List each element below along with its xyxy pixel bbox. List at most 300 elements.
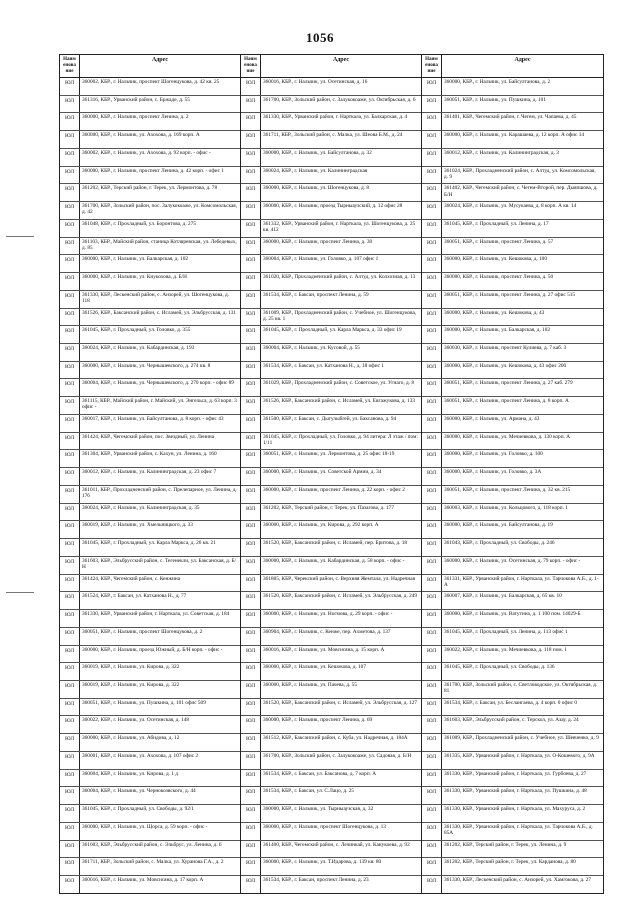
address-cell: 361009, КБР., Прохладненский район, с. Учебное, ул. Шевченко, д. 9 (444, 735, 599, 742)
address-cell: 360000, КБР., г. Нальчик, ул. Кирова, д. 292 корп. А (263, 522, 379, 529)
table-row (241, 681, 421, 699)
table-row (422, 78, 603, 96)
table-row (60, 184, 240, 202)
address-cell: 360051, КБР., г. Нальчик, проспект Ленина, д. 32 кв. 215 (444, 486, 571, 493)
address-cell: 360004, КБР., г. Нальчик, ул. Кирова, д. 1 д (82, 770, 179, 777)
address-cell: 360030, КБР., г. Нальчик, проспект Кулиева, д. 7 каб. 3 (444, 345, 567, 352)
entity-type-cell: ЮЛ (60, 716, 80, 733)
table-row (422, 309, 603, 327)
table-row (422, 433, 603, 451)
table-row (241, 202, 421, 220)
table-row (60, 291, 240, 309)
table-row (60, 858, 240, 876)
entity-type-cell: ЮЛ (241, 557, 261, 574)
address-cell: 360000, КБР., г. Нальчик, проспект Ленина, д. 50 (444, 274, 554, 281)
header-address: Адрес (151, 57, 169, 63)
table-row (60, 734, 240, 752)
entity-type-cell: ЮЛ (60, 131, 80, 148)
address-cell: 360051, КБР., г. Нальчик, ул. Лермонтова, д. 25 офис 18-19 (263, 451, 395, 458)
table-row (422, 752, 603, 770)
table-row (60, 344, 240, 362)
address-cell: 361805, КБР., Черекский район, с. Верхняя Жемтала, ул. Надречная (263, 575, 416, 582)
table-row (241, 433, 421, 451)
entity-type-cell: ЮЛ (422, 379, 442, 396)
table-row (60, 273, 240, 291)
address-cell: 361024, КБР., Прохладненский район, с. Алтуд, ул. Комсомольская, д. 9 (444, 167, 596, 180)
address-cell: 360000, КБР., г. Нальчик, ул. Т.Идарова, д. 139 кв. 80 (263, 859, 382, 866)
address-cell: 360004, КБР., г. Нальчик, ул. Чернышевского, д. 270 корп. - офис 89 (82, 380, 234, 387)
table-row (60, 752, 240, 770)
entity-type-cell: ЮЛ (422, 716, 442, 733)
table-row (422, 681, 603, 699)
table-row (422, 220, 603, 238)
entity-type-cell: ЮЛ (241, 131, 261, 148)
table-row (241, 220, 421, 238)
entity-type-cell: ЮЛ (60, 397, 80, 414)
entity-type-cell: ЮЛ (241, 96, 261, 113)
entity-type-cell: ЮЛ (60, 167, 80, 184)
table-row (422, 557, 603, 575)
entity-type-cell: ЮЛ (60, 521, 80, 538)
table-row (422, 397, 603, 415)
table-row (241, 468, 421, 486)
entity-type-cell: ЮЛ (422, 504, 442, 521)
table-row (60, 823, 240, 841)
address-cell: 361332, КБР., Урванский район, г. Нарткала, ул. Шогенцукова, д. 25 кв. 412 (263, 220, 416, 234)
address-cell: 360024, КБР., г. Нальчик, ул. Мусукаева, д. 8 корп. А кв. 14 (444, 203, 577, 210)
table-row (60, 468, 240, 486)
column-header (422, 55, 603, 78)
address-cell: 361711, КБР., Зольский район, с. Малка, ул. Хуранова Г.А., д. 2 (82, 859, 224, 866)
entity-type-cell: ЮЛ (241, 770, 261, 787)
entity-type-cell: ЮЛ (422, 309, 442, 326)
table-row (60, 113, 240, 131)
address-cell: 360000, КБР., г. Нальчик, ул. Карашаева, д. 12 корп. А офис 14 (444, 132, 585, 139)
table-row (60, 716, 240, 734)
table-row (241, 131, 421, 149)
table-row (241, 415, 421, 433)
entity-type-cell: ЮЛ (60, 504, 80, 521)
table-row (60, 131, 240, 149)
table-row (422, 379, 603, 397)
entity-type-cell: ЮЛ (60, 96, 80, 113)
table-row (422, 770, 603, 788)
address-cell: 360000, КБР., г. Нальчик, ул. Ахохова, д. 169 корп. А (82, 132, 200, 139)
address-cell: 361045, КБР., г. Прохладный, ул. Головко, д. 355 (82, 327, 191, 334)
table-row (422, 858, 603, 876)
header-type: Наим енова ние (241, 55, 261, 77)
table-row (60, 202, 240, 220)
address-cell: 361534, КБР., г. Баксан, ул. С.Лацо, д. 25 (263, 788, 354, 795)
entity-type-cell: ЮЛ (241, 663, 261, 680)
address-cell: 360051, КБР., г. Нальчик, ул. Пушкина, д. 101 (444, 96, 546, 103)
address-cell: 361330, КБР., Урванский район, г. Нарткала, ул. Махуруса, д. 2 (444, 806, 586, 813)
entity-type-cell: ЮЛ (241, 78, 261, 95)
entity-type-cell: ЮЛ (60, 149, 80, 166)
entity-type-cell: ЮЛ (422, 131, 442, 148)
table-row (422, 521, 603, 539)
table-row (422, 96, 603, 114)
entity-type-cell: ЮЛ (241, 539, 261, 556)
table-row (241, 238, 421, 256)
entity-type-cell: ЮЛ (422, 450, 442, 467)
table-row (241, 752, 421, 770)
table-row (241, 716, 421, 734)
entity-type-cell: ЮЛ (422, 823, 442, 840)
address-cell: 361045, КБР., г. Прохладный, ул. Ленина, д. 17 (444, 220, 549, 227)
table-row (422, 326, 603, 344)
table-row (241, 699, 421, 717)
scan-mark (6, 592, 34, 593)
table-row (241, 823, 421, 841)
address-cell: 360000, КБР., г. Нальчик, ул. Ватутина, д. 1 100 пом. 14029-Б (444, 611, 581, 618)
entity-type-cell: ЮЛ (422, 521, 442, 538)
table-row (60, 450, 240, 468)
address-cell: 360016, КБР., г. Нальчик, ул. Мовсисяна, д. 17 корп. А (82, 877, 204, 884)
address-cell: 361526, КБР., Баксанский район, с. Исламей, ул. Эльбрусская, д. 131 (82, 309, 237, 316)
entity-type-cell: ЮЛ (241, 805, 261, 822)
address-cell: 360000, КБР., г. Нальчик, проспект Ленина, д. 42 корп. - офис 1 (82, 167, 224, 174)
address-cell: 360000, КБР., г. Нальчик, ул. Кнукохова, д. Б/Н (82, 274, 187, 281)
address-cell: 361512, КБР., Баксанский район, с. Куба, ул. Надречная, д. 184А (263, 735, 408, 742)
entity-type-cell: ЮЛ (241, 220, 261, 237)
entity-type-cell: ЮЛ (422, 255, 442, 272)
entity-type-cell: ЮЛ (422, 184, 442, 201)
address-cell: 361526, КБР., Баксанский район, с. Исламей, ул. Евгажукова, д. 133 (263, 398, 415, 405)
address-cell: 361045, КБР., г. Прохладный, ул. Головко, д. 94 литера: Л этаж / пом: 1/11 (263, 433, 418, 446)
address-cell: 360019, КБР., г. Нальчик, ул. Кирова, д. 322 (82, 681, 180, 688)
address-cell: 360000, КБР., г. Нальчик, ул. Головко, д. 100 (444, 451, 543, 458)
entity-type-cell: ЮЛ (60, 663, 80, 680)
address-cell: 360000, КБР., г. Нальчик, ул. Щорса, д. 59 корп. - офис - (82, 823, 208, 830)
address-cell: 361700, КБР., Зольский район, с. Залукокоаже, ул. Октябрьская, д. 6 (263, 96, 416, 103)
table-row (60, 663, 240, 681)
address-cell: 361603, КБР., Эльбрусский район, с. Терскол, ул. Азау, д. 24 (444, 717, 579, 724)
entity-type-cell: ЮЛ (60, 255, 80, 272)
address-cell: 360000, КБР., г. Нальчик, проспект Ленина, д. 30 (263, 238, 373, 245)
entity-type-cell: ЮЛ (241, 255, 261, 272)
entity-type-cell: ЮЛ (422, 78, 442, 95)
address-cell: 361330, КБР., Урванский район, г. Нарткала, ул. Тарчокова А.Б., д. 85А (444, 823, 593, 837)
table-row (60, 78, 240, 96)
address-cell: 360024, КБР., г. Нальчик, ул. Кабардинская, д. 193 (82, 345, 195, 352)
table-row (422, 202, 603, 220)
entity-type-cell: ЮЛ (422, 734, 442, 751)
table-row (241, 96, 421, 114)
entity-type-cell: ЮЛ (422, 663, 442, 680)
table-row (422, 716, 603, 734)
table-row (241, 184, 421, 202)
table-row (60, 486, 240, 504)
entity-type-cell: ЮЛ (422, 167, 442, 184)
table-row (241, 841, 421, 859)
address-cell: 360000, КБР., г. Нальчик, проспект Шогенцукова, д. 13 (263, 823, 386, 830)
address-cell: 360012, КБР., г. Нальчик, ул. Калининградская, д. 23 офис 7 (82, 469, 217, 476)
entity-type-cell: ЮЛ (241, 752, 261, 769)
entity-type-cell: ЮЛ (422, 344, 442, 361)
entity-type-cell: ЮЛ (422, 486, 442, 503)
entity-type-cell: ЮЛ (422, 326, 442, 343)
table-row (422, 273, 603, 291)
table-row (422, 450, 603, 468)
table-row (60, 610, 240, 628)
table-row (60, 362, 240, 380)
address-cell: 361115, КБР., Майский район, г. Майский, ул. Энгельса, д. 63 корп. 3 офис - (82, 398, 237, 411)
address-cell: 360000, КБР., г. Нальчик, ул. Байсултанова, д. 19 (444, 522, 553, 529)
entity-type-cell: ЮЛ (422, 220, 442, 237)
address-cell: 360051, КБР., г. Нальчик, проспект Шогенцукова, д. 2 (82, 628, 203, 635)
address-cell: 361402, КБР., Чегемский район, с. Чегем-Второй, пер. Дыяпшова, д. Б/Н (444, 185, 598, 198)
entity-type-cell: ЮЛ (241, 858, 261, 875)
table-row (422, 610, 603, 628)
table-row (60, 805, 240, 823)
address-table (59, 54, 604, 894)
table-row (241, 450, 421, 468)
address-cell: 361020, КБР., Прохладненский район, с. Алтуд, ул. Колхозная, д. 13 (263, 274, 416, 281)
entity-type-cell: ЮЛ (241, 202, 261, 219)
entity-type-cell: ЮЛ (241, 787, 261, 804)
address-cell: 361330, КБР., Урванский район, г. Нарткала, ул. Советская, д. 184 (82, 611, 230, 618)
table-row (422, 184, 603, 202)
address-cell: 360000, КБР., г. Нальчик, ул. Кешокова, д. 100 (444, 256, 547, 263)
address-cell: 361335, КБР., Урванский район, г. Нарткала, ул. О-Кошевого, д. 9А (444, 752, 595, 759)
table-row (60, 149, 240, 167)
table-row (241, 273, 421, 291)
address-cell: 360000, КБР., г. Нальчик, ул. Головко, д. 3А (444, 469, 542, 476)
entity-type-cell: ЮЛ (60, 699, 80, 716)
entity-type-cell: ЮЛ (60, 823, 80, 840)
table-row (241, 628, 421, 646)
address-cell: 361424, КБР., Чегемский район, пос. Звездный, ул. Ленина (82, 433, 215, 440)
address-cell: 360000, КБР., г. Нальчик, проспект Ленина, д. 69 (263, 717, 373, 724)
entity-type-cell: ЮЛ (60, 557, 80, 574)
entity-type-cell: ЮЛ (60, 646, 80, 663)
address-cell: 360000, КБР., г. Нальчик, ул. Пачева, д. 55 (263, 681, 357, 688)
entity-type-cell: ЮЛ (60, 628, 80, 645)
address-cell: 360024, КБР., г. Нальчик, ул. Калининградская (263, 167, 368, 174)
table-row (60, 876, 240, 893)
table-row (60, 575, 240, 593)
table-row (241, 557, 421, 575)
address-cell: 360000, КБР., г. Нальчик, ул. Чернышевского, д. 274 кв. 8 (82, 362, 211, 369)
table-row (60, 167, 240, 185)
address-cell: 361045, КБР., г. Прохладный, ул. Карла Маркса, д. 26 кв. 21 (82, 540, 216, 547)
table-row (60, 592, 240, 610)
entity-type-cell: ЮЛ (241, 504, 261, 521)
entity-type-cell: ЮЛ (241, 681, 261, 698)
entity-type-cell: ЮЛ (60, 592, 80, 609)
entity-type-cell: ЮЛ (422, 592, 442, 609)
table-row (60, 699, 240, 717)
header-type: Наим енова ние (60, 55, 80, 77)
table-row (60, 787, 240, 805)
entity-type-cell: ЮЛ (422, 539, 442, 556)
table-row (241, 291, 421, 309)
table-row (241, 539, 421, 557)
entity-type-cell: ЮЛ (241, 486, 261, 503)
address-cell: 361534, КБР., г. Баксан, ул. Баксанова, д. 7 корп. А (263, 770, 377, 777)
table-row (422, 291, 603, 309)
address-cell: 360000, КБР., г. Нальчик, ул. Армана, д. 43 (444, 415, 540, 422)
entity-type-cell: ЮЛ (241, 575, 261, 592)
entity-type-cell: ЮЛ (60, 610, 80, 627)
address-cell: 360904, КБР., г. Нальчик, с. Кенже, пер. Ахметова, д. 137 (263, 628, 391, 635)
table-rows (241, 78, 421, 893)
entity-type-cell: ЮЛ (422, 876, 442, 893)
address-cell: 360000, КБР., г. Нальчик, ул. Кабардинская, д. 58 корп. - офис - (263, 557, 405, 564)
table-row (422, 362, 603, 380)
entity-type-cell: ЮЛ (422, 291, 442, 308)
address-cell: 360017, КБР., г. Нальчик, ул. Байсултанова, д. 8 корп. - офис 43 (82, 415, 224, 422)
table-row (241, 78, 421, 96)
table-row (422, 415, 603, 433)
entity-type-cell: ЮЛ (422, 610, 442, 627)
entity-type-cell: ЮЛ (241, 468, 261, 485)
table-row (60, 326, 240, 344)
entity-type-cell: ЮЛ (422, 805, 442, 822)
address-cell: 360000, КБР., г. Нальчик, ул. Мечиевкова, д. 130 корп. А (444, 433, 571, 440)
table-row (241, 167, 421, 185)
table-row (422, 628, 603, 646)
table-rows (60, 78, 240, 893)
entity-type-cell: ЮЛ (422, 575, 442, 592)
entity-type-cell: ЮЛ (60, 113, 80, 130)
address-cell: 360004, КБР., г. Нальчик, ул. Чернокозвского, д. 44 (82, 788, 196, 795)
table-row (60, 841, 240, 859)
entity-type-cell: ЮЛ (422, 415, 442, 432)
address-cell: 361011, КБР., Прохладненский район, с. Прелепарное, ул. Ленина, д. 176 (82, 486, 237, 500)
address-cell: 360022, КБР., г. Нальчик, ул. Мечиевкова, д. 118 пом. 1 (444, 646, 567, 653)
entity-type-cell: ЮЛ (60, 450, 80, 467)
table-row (241, 379, 421, 397)
table-row (241, 309, 421, 327)
address-cell: 361534, КБР., г. Баксан, ул. Беслангаева, д. 4 корп. 0 офис 0 (444, 699, 578, 706)
address-cell: 361202, КБР., Терский район, г. Терек, ул. Ленина, д. 9 (444, 841, 567, 848)
table-row (422, 646, 603, 664)
table-row (241, 521, 421, 539)
entity-type-cell: ЮЛ (60, 326, 80, 343)
entity-type-cell: ЮЛ (241, 238, 261, 255)
address-cell: 361500, КБР., г. Баксан, с. Дыгулыбгей, ул. Баксанова, д. 94 (263, 415, 397, 422)
table-row (422, 468, 603, 486)
entity-type-cell: ЮЛ (422, 841, 442, 858)
address-cell: 361009, КБР., Прохладненский район, с. Учебное, ул. Шогенцукова, д. 25 кв. 1 (263, 309, 417, 322)
address-cell: 360000, КБР., г. Нальчик, ул. Байсултанова, д. 2 (444, 79, 551, 85)
table-row (60, 646, 240, 664)
address-cell: 360000, КБР., г. Нальчик, ул. Кешокова, д. 43 (444, 309, 545, 316)
table-row (241, 770, 421, 788)
address-cell: 360051, КБР., г. Нальчик, проспект Ленина, д. 8 корп. А (444, 398, 569, 405)
header-type: Наим енова ние (422, 55, 442, 77)
entity-type-cell: ЮЛ (422, 149, 442, 166)
entity-type-cell: ЮЛ (422, 628, 442, 645)
table-row (60, 238, 240, 256)
address-cell: 360000, КБР., г. Нальчик, проспект Ленина, д. 22 корп. - офис 2 (263, 486, 405, 493)
table-row (422, 876, 603, 893)
address-cell: 360003, КБР., г. Нальчик, ул. Кольцового, д. 118 корп. 1 (444, 504, 568, 511)
table-row (60, 397, 240, 415)
table-row (60, 220, 240, 238)
entity-type-cell: ЮЛ (60, 220, 80, 237)
address-cell: 360016, КБР., г. Нальчик, ул. Осетинская, д. 16 (263, 79, 368, 85)
entity-type-cell: ЮЛ (241, 184, 261, 201)
entity-type-cell: ЮЛ (241, 823, 261, 840)
entity-type-cell: ЮЛ (241, 628, 261, 645)
address-cell: 361304, КБР., Урванский район, с. Кахун, ул. Ленина, д. 160 (82, 451, 217, 458)
address-cell: 361520, КБР., Баксанский район, с. Исламей, ул. Эльбрусская, д. 249 (263, 593, 418, 600)
address-cell: 360002, КБР., г. Нальчик, проспект Шогенцукова, д. 42 кв. 25 (82, 79, 220, 85)
address-cell: 360000, КБР., г. Нальчик, проезд Южный, д. Б/Н корп. - офис - (82, 646, 223, 653)
entity-type-cell: ЮЛ (60, 309, 80, 326)
address-cell: 361045, КБР., г. Прохладный, ул. Свободы, д. 136 (444, 664, 555, 671)
entity-type-cell: ЮЛ (241, 521, 261, 538)
address-cell: 361330, КБР., Урванский район, г. Нарткала, ул. Пушкина, д. 48 (444, 788, 587, 795)
address-cell: 361316, КБР., Урванский район, с. Бржаде, д. 55 (82, 96, 190, 103)
entity-type-cell: ЮЛ (60, 202, 80, 219)
address-cell: 360051, КБР., г. Нальчик, проспект Ленина, д. 57 (444, 238, 554, 245)
address-cell: 360024, КБР., г. Нальчик, ул. Калининградская, д. 35 (82, 504, 200, 511)
table-row (422, 113, 603, 131)
entity-type-cell: ЮЛ (60, 238, 80, 255)
address-cell: 361330, КБР., Урванский район, г. Нарткала, ул. Гурбоева, д. 27 (444, 770, 587, 777)
table-row (241, 876, 421, 893)
entity-type-cell: ЮЛ (422, 362, 442, 379)
table-row (60, 504, 240, 522)
table-row (241, 344, 421, 362)
header-address: Адрес (332, 57, 350, 63)
entity-type-cell: ЮЛ (241, 699, 261, 716)
entity-type-cell: ЮЛ (241, 291, 261, 308)
table-row (241, 486, 421, 504)
entity-type-cell: ЮЛ (60, 787, 80, 804)
entity-type-cell: ЮЛ (60, 876, 80, 893)
address-cell: 361700, КБР., Зольский район, пос. Залукокоаже, ул. Комсомольская, д. 42 (82, 203, 238, 216)
address-cell: 360000, КБР., г. Нальчик, ул. Кешокова, д. 43 офис 200 (444, 362, 567, 369)
entity-type-cell: ЮЛ (422, 557, 442, 574)
table-row (422, 255, 603, 273)
entity-type-cell: ЮЛ (241, 397, 261, 414)
table-row (241, 362, 421, 380)
table-row (60, 770, 240, 788)
table-row (241, 592, 421, 610)
entity-type-cell: ЮЛ (60, 841, 80, 858)
entity-type-cell: ЮЛ (241, 450, 261, 467)
entity-type-cell: ЮЛ (241, 362, 261, 379)
table-row (60, 255, 240, 273)
entity-type-cell: ЮЛ (60, 681, 80, 698)
address-cell: 360000, КБР., г. Нальчик, ул. Осетинская, д. 79 корп. - офис - (444, 557, 581, 564)
table-row (241, 149, 421, 167)
address-cell: 360051, КБР., г. Нальчик, ул. Пушкина, д. 101 офис 509 (82, 699, 206, 706)
address-cell: 360016, КБР., г. Нальчик, ул. Мовсисяна, д. 15 корп. А (263, 646, 385, 653)
entity-type-cell: ЮЛ (60, 184, 80, 201)
entity-type-cell: ЮЛ (241, 167, 261, 184)
entity-type-cell: ЮЛ (241, 379, 261, 396)
table-row (422, 787, 603, 805)
scan-mark (6, 236, 34, 237)
address-cell: 361711, КБР., Зольский район, с. Малка, ул. Шеова Б.М., д. 24 (263, 132, 403, 139)
entity-type-cell: ЮЛ (422, 787, 442, 804)
entity-type-cell: ЮЛ (60, 415, 80, 432)
table-row (422, 167, 603, 185)
entity-type-cell: ЮЛ (60, 486, 80, 503)
address-cell: 360000, КБР., г. Нальчик, ул. Ногмова, д. 29 корп. - офис - (263, 611, 393, 618)
table-row (422, 592, 603, 610)
table-row (422, 663, 603, 681)
address-cell: 360000, КБР., г. Нальчик, ул. Советской Армии, д. 34 (263, 469, 382, 476)
table-row (422, 699, 603, 717)
address-cell: 360000, КБР., г. Нальчик, проезд Тырныаузский, д. 12 офис 28 (263, 203, 403, 210)
